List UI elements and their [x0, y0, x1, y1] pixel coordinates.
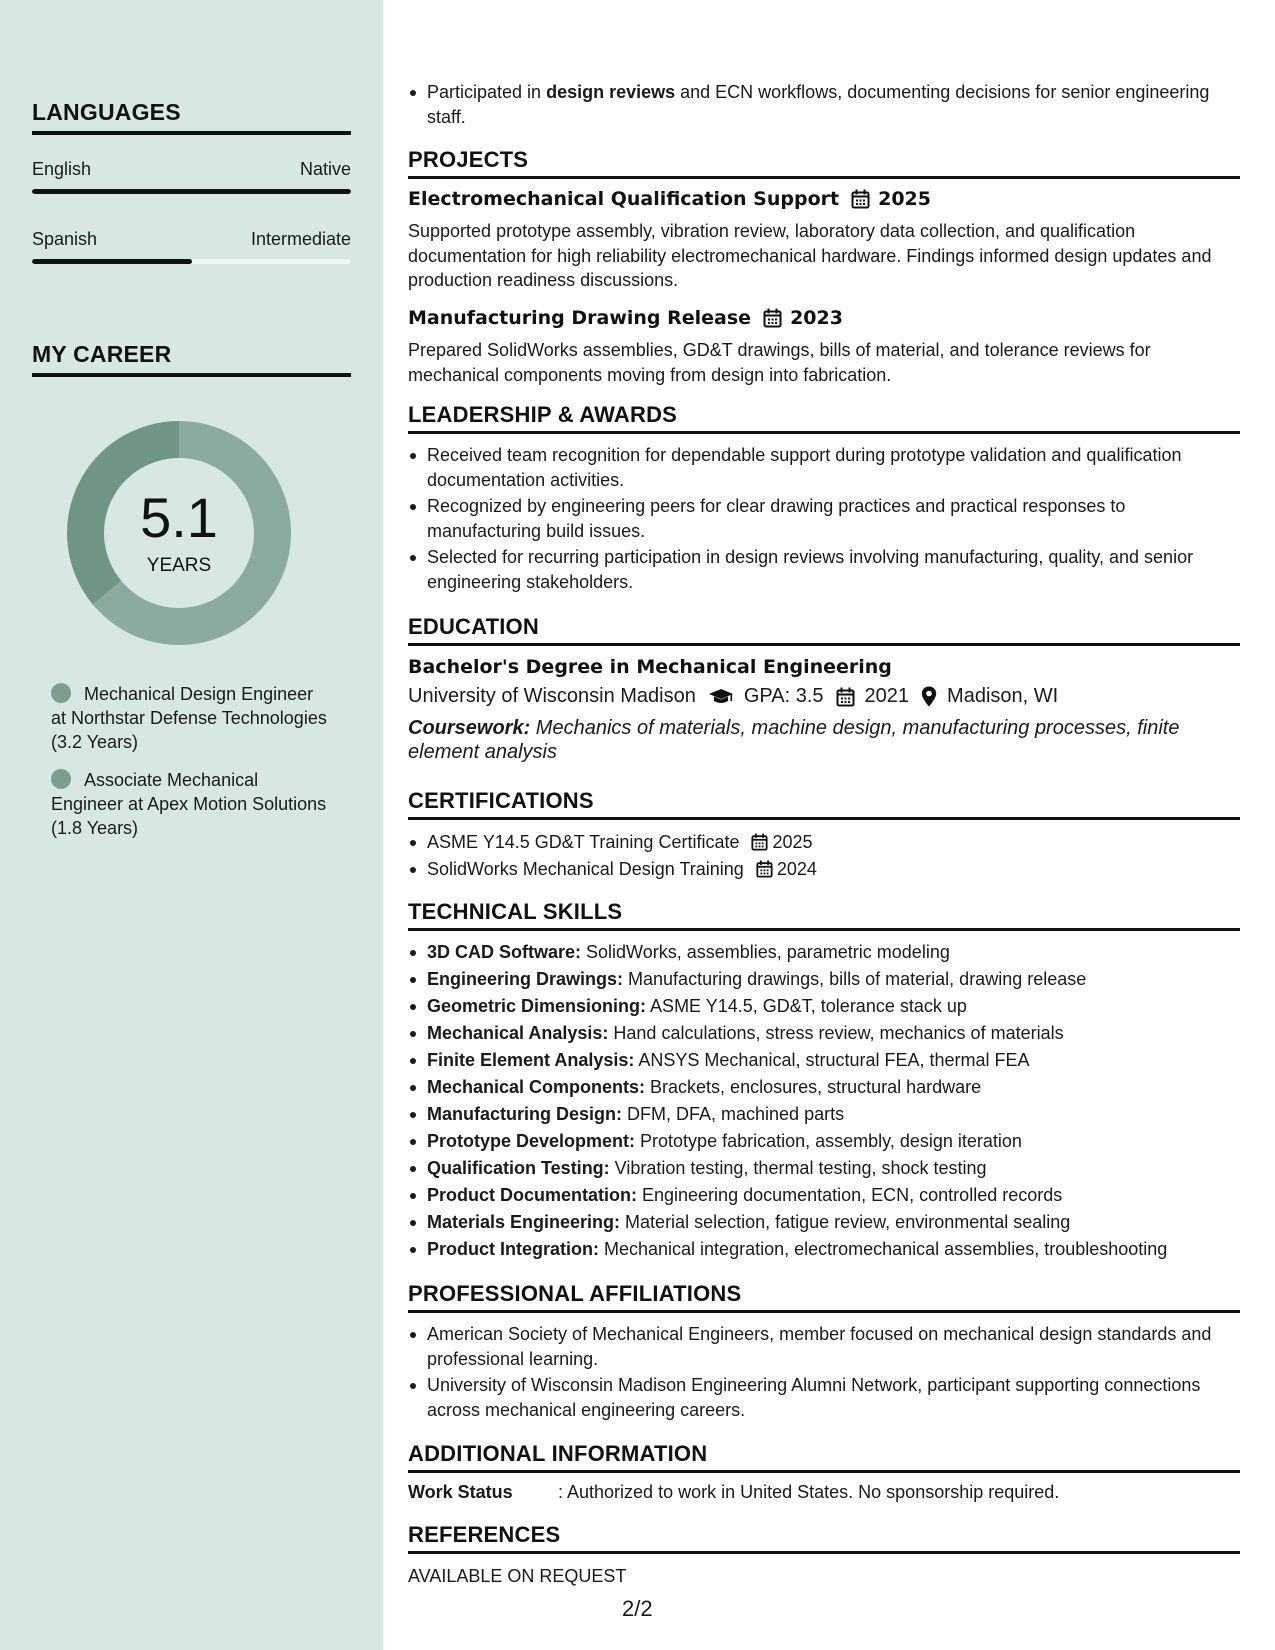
- certification-item: [408, 857, 1240, 882]
- certification-year: 2025: [772, 832, 813, 852]
- skill-item: [408, 1048, 1240, 1073]
- references-heading: REFERENCES: [408, 1522, 1240, 1554]
- skill-value: DFM, DFA, machined parts: [622, 1104, 845, 1124]
- skill-item: [408, 1021, 1240, 1046]
- skill-item: [408, 1183, 1240, 1208]
- certification-name: ASME Y14.5 GD&T Training Certificate: [427, 832, 740, 852]
- skill-item: [408, 967, 1240, 992]
- skill-value: Engineering documentation, ECN, controlled records: [637, 1185, 1063, 1205]
- bullet-text: Participated in: [427, 82, 547, 102]
- location-pin-icon: [921, 686, 937, 707]
- language-level: Native: [299, 159, 351, 179]
- project-title: Manufacturing Drawing Release: [408, 307, 752, 329]
- language-level: Intermediate: [250, 229, 351, 249]
- skill-label: Materials Engineering:: [427, 1212, 621, 1232]
- skill-value: Brackets, enclosures, structural hardware: [645, 1077, 982, 1097]
- career-legend-label: Associate Mechanical Engineer at Apex Motion Solutions (1.8 Years): [51, 770, 327, 838]
- skill-label: Manufacturing Design:: [427, 1104, 623, 1124]
- skill-label: Mechanical Components:: [427, 1077, 646, 1097]
- leadership-bullet: Received team recognition for dependable support during prototype validation and qualification documentation activities.: [408, 443, 1240, 492]
- skills-list: [408, 940, 1240, 1264]
- project-description: Prepared SolidWorks assemblies, GD&T drawings, bills of material, and tolerance reviews for mechanical components moving from design into fabrication.: [408, 340, 1151, 385]
- calendar-icon: [751, 833, 768, 851]
- leadership-bullet: Recognized by engineering peers for clear drawing practices and practical responses to manufacturing build issues.: [408, 494, 1240, 543]
- work-status-label: Work Status: [408, 1482, 513, 1502]
- education-degree: Bachelor's Degree in Mechanical Engineering: [408, 656, 892, 678]
- skill-value: ANSYS Mechanical, structural FEA, thermal FEA: [634, 1050, 1030, 1070]
- sidebar: [0, 0, 383, 1650]
- certifications-heading: CERTIFICATIONS: [408, 788, 1240, 820]
- skill-item: [408, 1237, 1240, 1262]
- skill-value: Mechanical integration, electromechanical assemblies, troubleshooting: [599, 1239, 1168, 1259]
- project-title-row: [408, 307, 1240, 329]
- leadership-heading: LEADERSHIP & AWARDS: [408, 402, 1240, 434]
- languages-heading: LANGUAGES: [32, 99, 351, 135]
- calendar-icon: [836, 687, 855, 707]
- skill-value: Prototype fabrication, assembly, design iteration: [635, 1131, 1022, 1151]
- skill-label: Engineering Drawings:: [427, 969, 624, 989]
- certification-year: 2024: [776, 859, 817, 879]
- calendar-icon: [756, 860, 773, 878]
- legend-dot: [51, 683, 71, 703]
- language-name: English: [32, 159, 92, 179]
- skill-value: Hand calculations, stress review, mechanics of materials: [608, 1023, 1064, 1043]
- affiliations-list: [408, 1322, 1240, 1424]
- projects-heading: PROJECTS: [408, 147, 1240, 179]
- language-bar-spanish: [32, 259, 351, 264]
- skill-item: [408, 1156, 1240, 1181]
- additional-info-heading: ADDITIONAL INFORMATION: [408, 1441, 1240, 1473]
- skill-label: Prototype Development:: [427, 1131, 636, 1151]
- skill-item: [408, 940, 1240, 965]
- education-coursework: [408, 716, 1240, 764]
- calendar-icon: [763, 308, 782, 328]
- certification-name: SolidWorks Mechanical Design Training: [427, 859, 744, 879]
- project-year: 2023: [790, 307, 843, 329]
- affiliation-item: University of Wisconsin Madison Engineering Alumni Network, participant supporting connections across mechanical engineering careers.: [408, 1373, 1240, 1422]
- skill-label: Product Documentation:: [427, 1185, 637, 1205]
- language-row-english: [32, 159, 351, 180]
- skill-value: Manufacturing drawings, bills of material, drawing release: [623, 969, 1087, 989]
- career-legend-item: [51, 768, 331, 840]
- career-total-unit: YEARS: [146, 555, 212, 576]
- career-legend-label: Mechanical Design Engineer at Northstar Defense Technologies (3.2 Years): [51, 684, 327, 752]
- language-bar-fill: [32, 189, 351, 194]
- education-year: 2021: [864, 685, 910, 707]
- experience-bullet: [408, 80, 1240, 129]
- project-title: Electromechanical Qualification Support: [408, 188, 840, 210]
- education-heading: EDUCATION: [408, 614, 1240, 646]
- leadership-bullets: [408, 443, 1240, 596]
- career-total-value: 5.1: [140, 486, 218, 549]
- skill-item: [408, 994, 1240, 1019]
- page-number: 2/2: [622, 1596, 653, 1621]
- affiliation-item: American Society of Mechanical Engineers, member focused on mechanical design standards and professional learning.: [408, 1322, 1240, 1371]
- work-status-row: [408, 1482, 1240, 1503]
- skill-value: ASME Y14.5, GD&T, tolerance stack up: [646, 996, 967, 1016]
- references-text: AVAILABLE ON REQUEST: [408, 1566, 627, 1586]
- bullet-text: and ECN workflows, documenting decisions for senior engineering staff.: [427, 82, 1210, 127]
- skills-heading: TECHNICAL SKILLS: [408, 899, 1240, 931]
- bullet-bold-text: design reviews: [546, 82, 676, 102]
- coursework-text: Mechanics of materials, machine design, manufacturing processes, finite element analysis: [408, 717, 1180, 763]
- skill-item: [408, 1210, 1240, 1235]
- graduation-cap-icon: [708, 688, 734, 706]
- skill-item: [408, 1075, 1240, 1100]
- education-gpa: GPA: 3.5: [743, 685, 824, 707]
- project-title-row: [408, 188, 1240, 210]
- skill-label: Finite Element Analysis:: [427, 1050, 635, 1070]
- legend-dot: [51, 769, 71, 789]
- language-bar-english: [32, 189, 351, 194]
- skill-label: Geometric Dimensioning:: [427, 996, 647, 1016]
- calendar-icon: [851, 189, 870, 209]
- coursework-label: Coursework:: [408, 717, 531, 739]
- leadership-bullet: Selected for recurring participation in design reviews involving manufacturing, quality, and senior engineering stakeholders.: [408, 545, 1240, 594]
- certification-item: [408, 830, 1240, 855]
- skill-label: Product Integration:: [427, 1239, 599, 1259]
- language-bar-fill: [32, 259, 192, 264]
- skill-item: [408, 1129, 1240, 1154]
- skill-item: [408, 1102, 1240, 1127]
- skill-value: SolidWorks, assemblies, parametric modeling: [581, 942, 950, 962]
- skill-value: Vibration testing, thermal testing, shock testing: [609, 1158, 987, 1178]
- skill-value: Material selection, fatigue review, environmental sealing: [620, 1212, 1071, 1232]
- language-name: Spanish: [32, 229, 98, 249]
- education-details: [408, 685, 1240, 708]
- affiliations-heading: PROFESSIONAL AFFILIATIONS: [408, 1281, 1240, 1313]
- work-status-value: : Authorized to work in United States. No sponsorship required.: [558, 1482, 1060, 1502]
- certifications-list: [408, 830, 1240, 884]
- experience-bullets: [408, 80, 1240, 131]
- skill-label: 3D CAD Software:: [427, 942, 582, 962]
- skill-label: Mechanical Analysis:: [427, 1023, 609, 1043]
- project-year: 2025: [878, 188, 931, 210]
- project-description: Supported prototype assembly, vibration review, laboratory data collection, and qualification documentation for high reliability electromechanical hardware. Findings informed design updates and production readiness discussions.: [408, 221, 1212, 290]
- career-heading: MY CAREER: [32, 341, 351, 377]
- education-school: University of Wisconsin Madison: [408, 685, 696, 707]
- career-legend-item: [51, 682, 331, 754]
- language-row-spanish: [32, 229, 351, 250]
- skill-label: Qualification Testing:: [427, 1158, 610, 1178]
- education-location: Madison, WI: [947, 685, 1059, 707]
